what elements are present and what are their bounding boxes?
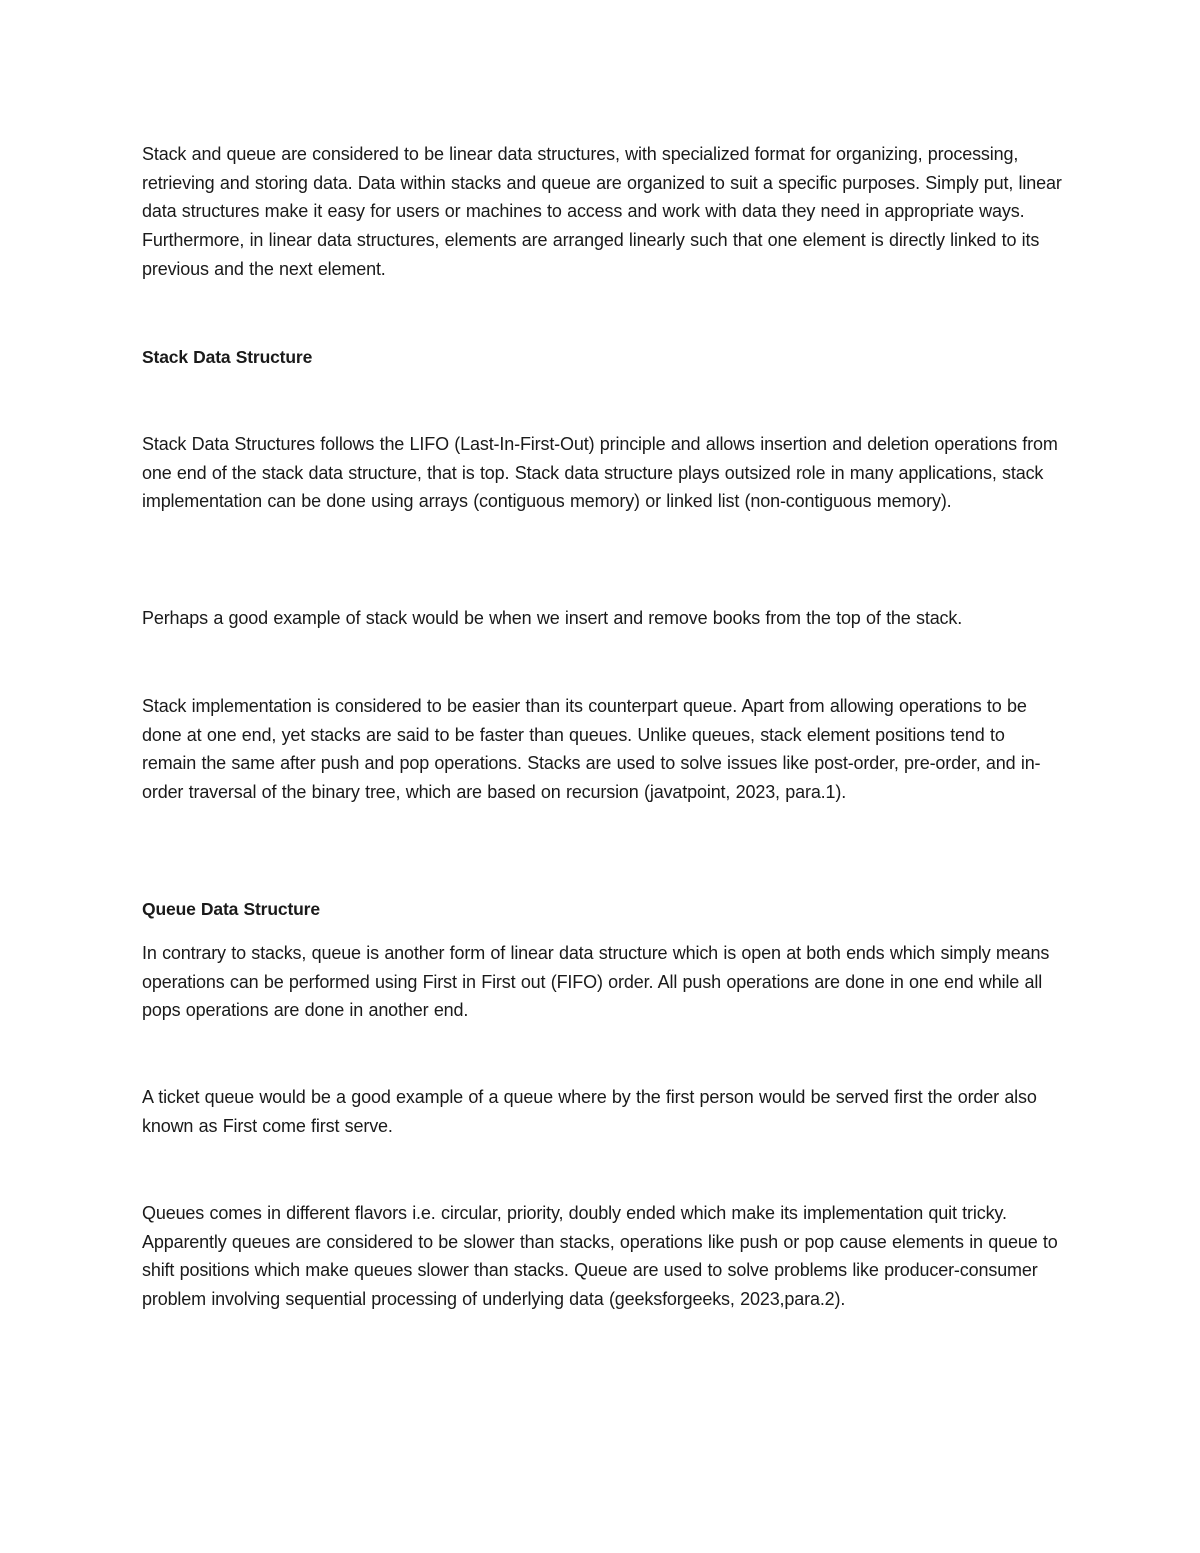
queue-section-heading: Queue Data Structure xyxy=(142,899,320,919)
stack-section-heading: Stack Data Structure xyxy=(142,347,313,367)
stack-paragraph-definition: Stack Data Structures follows the LIFO (Last-In-First-Out) principle and allows insertion and deletion operations from one end of the stack data structure, that is top. Stack data structure plays outsized role in many applications, stack implementation can be done using arrays (contiguous memory) or linked list (non-contiguous memory). xyxy=(142,434,1058,512)
queue-paragraph-example: A ticket queue would be a good example of a queue where by the first person would be served first the order also known as First come first serve. xyxy=(142,1087,1037,1136)
queue-paragraph-flavors: Queues comes in different flavors i.e. circular, priority, doubly ended which make its implementation quit tricky. Apparently queues are considered to be slower than stacks, operations like push or pop cause elements in queue to shift positions which make queues slower than stacks. Queue are used to solve problems like producer-consumer problem involving sequential processing of underlying data (geeksforgeeks, 2023,para.2). xyxy=(142,1203,1058,1310)
stack-paragraph-example: Perhaps a good example of stack would be when we insert and remove books from the top of the stack. xyxy=(142,608,963,628)
stack-paragraph-implementation: Stack implementation is considered to be easier than its counterpart queue. Apart from allowing operations to be done at one end, yet stacks are said to be faster than queues. Unlike queues, stack element positions tend to remain the same after push and pop operations. Stacks are used to solve issues like post-order, pre-order, and in-order traversal of the binary tree, which are based on recursion (javatpoint, 2023, para.1). xyxy=(142,696,1041,803)
intro-paragraph: Stack and queue are considered to be linear data structures, with specialized format for organizing, processing, retrieving and storing data. Data within stacks and queue are organized to suit a specific purposes. Simply put, linear data structures make it easy for users or machines to access and work with data they need in appropriate ways. Furthermore, in linear data structures, elements are arranged linearly such that one element is directly linked to its previous and the next element. xyxy=(142,144,1062,279)
queue-paragraph-definition: In contrary to stacks, queue is another form of linear data structure which is open at both ends which simply means operations can be performed using First in First out (FIFO) order. All push operations are done in one end while all pops operations are done in another end. xyxy=(142,943,1050,1021)
